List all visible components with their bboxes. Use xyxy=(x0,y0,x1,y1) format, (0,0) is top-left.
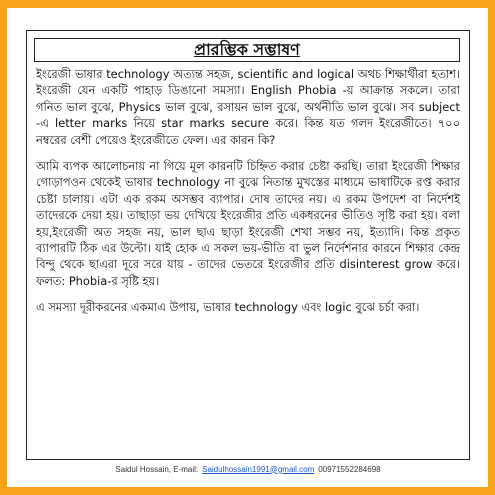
footer xyxy=(26,462,470,476)
footer-email-link[interactable]: Saidulhossain1991@gmail.com xyxy=(202,464,315,474)
paragraph-cause: আমি ব্যপক আলোচনায় না গিয়ে মূল কারনটি চিহ্নিত করার চেষ্টা করছি। তারা ইংরেজী শিক্ষার গোড়াপওন থেকেই ভাষার technology না বুঝে নিতান্ত মুখস্তের মাধ্যমে ভাষাটিকে রপ্ত করার চেষ্টা চালায়। এটা এক রকম অসম্ভব ব্যাপার। দোষ তাদের নয়। এ রকম উপদেশ বা নির্দেশই তাদেরকে দেয়া হয়। তাছাড়া ভয় দেখিয়ে ইংরেজীর প্রতি একধরনের ভীতিও সৃষ্টি করা হয়। বলা হয়,ইংরেজী অত সহজ নয়, ভাল ছাএ ছাড়া ইংরেজী শেখা সম্ভব নয়, ইত্যাদি। কিন্ত প্রকৃত ব্যাপারটি ঠিক এর উল্টো। যাই হোক এ সকল ভয়-ভীতি বা ভুল নির্দেশনার কারনে শিক্ষার কেন্দ্র বিন্দু থেকে ছাএরা দূরে সরে যায় - তাদের ভেতরে ইংরেজীর প্রতি disinterest grow করে। ফলত: Phobia-র সৃষ্টি হয়। xyxy=(36,159,460,288)
document-body xyxy=(36,66,460,316)
footer-author: Saidul Hossain, E-mail: xyxy=(115,464,199,474)
paragraph-intro: ইংরেজী ভাষার technology অত্যন্ত সহজ, scientific and logical অথচ শিক্ষার্থীরা হতাশ। ইংরেজী যেন একটি পাহাড় ডিঙানো সমস্যা। English Phobia -য় আক্রান্ত সকলে। তারা গনিত ভাল বুঝে, Physics ভাল বুঝে, রসায়ন ভাল বুঝে, অর্থনীতি ভাল বুঝে। সব subject -এ letter marks নিয়ে star marks secure করে। কিন্ত যত গলদ ইংরেজীতে। ৭০০ নম্বরের বেশী পেয়েও ইংরেজীতে ফেল। এর কারন কি? xyxy=(36,67,460,147)
footer-phone: 00971552284698 xyxy=(318,464,381,474)
page-title: প্রারম্ভিক সম্ভাষণ xyxy=(34,38,460,62)
paragraph-solution: এ সমস্যা দূরীকরনের একমাএ উপায়, ভাষার technology এবং logic বুঝে চর্চা করা। xyxy=(36,300,420,315)
